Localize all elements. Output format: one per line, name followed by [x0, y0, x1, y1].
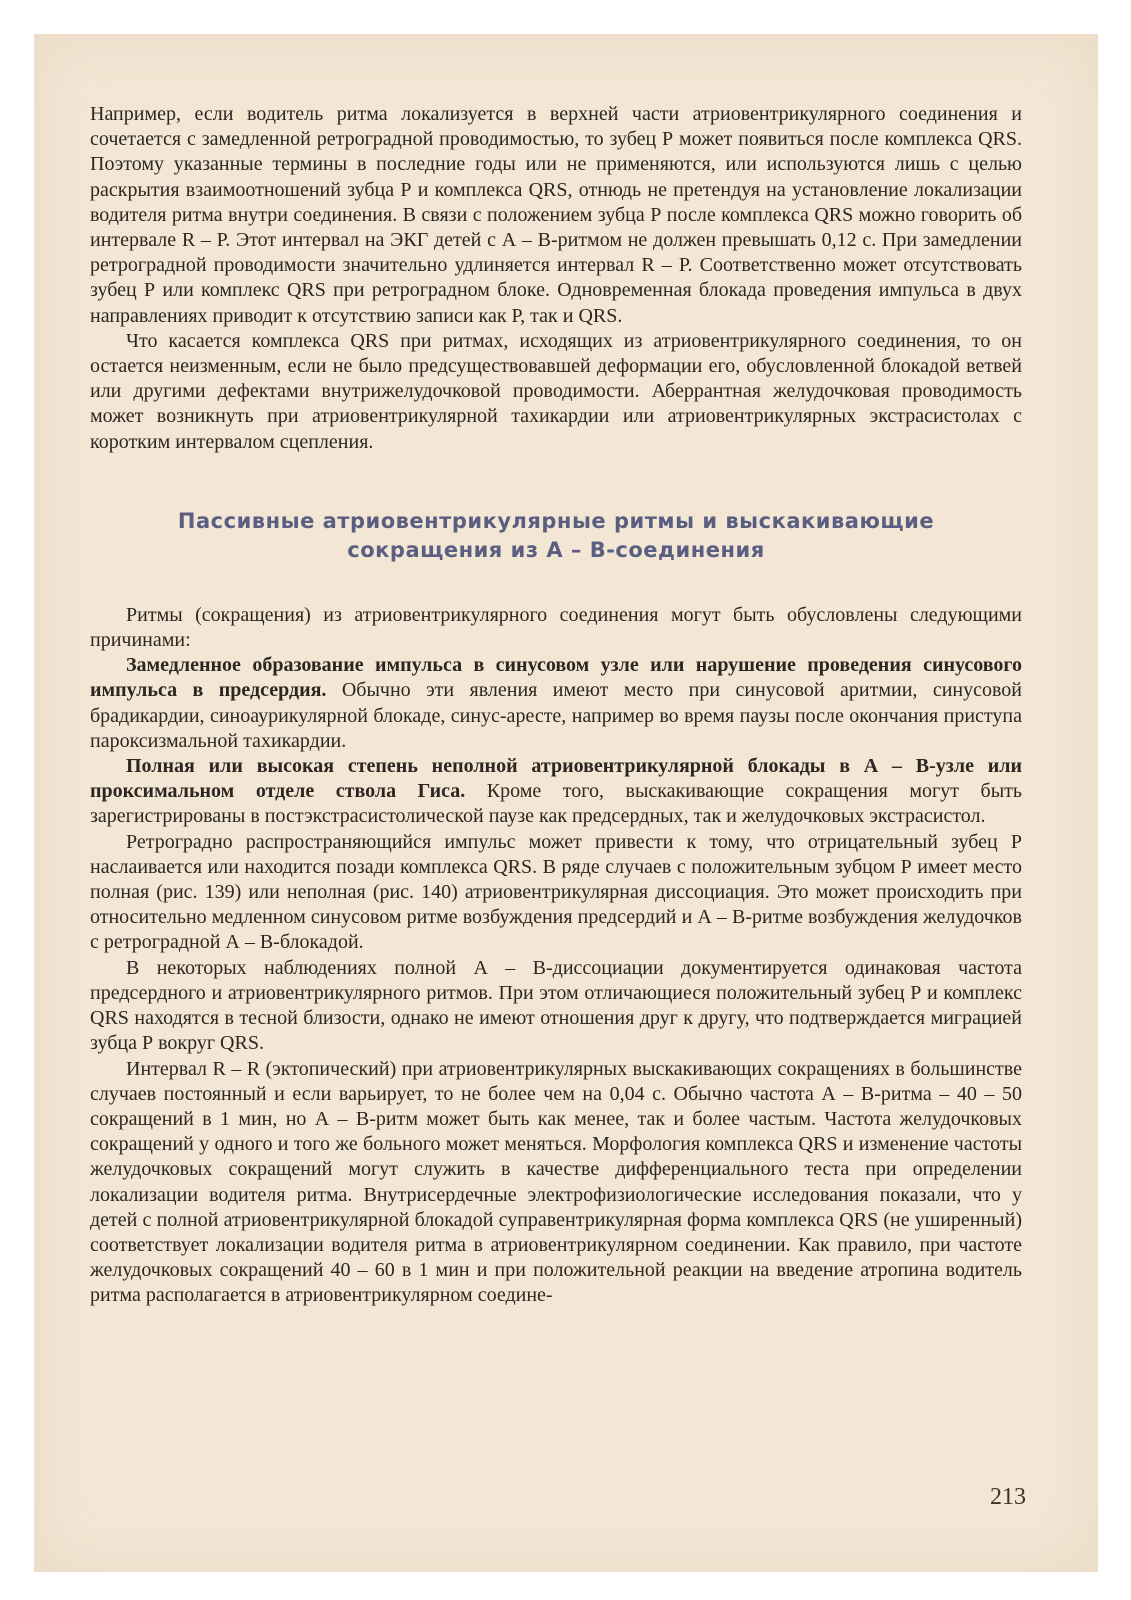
- paragraph-rr-interval: Интервал R – R (эктопический) при атриовентрикулярных выскакивающих сокращениях в большинстве случаев постоянный и если варьирует, то не более чем на 0,04 с. Обычно частота А – В-ритма – 40 – 50 сокращений в 1 мин, но А – В-ритм может быть как менее, так и более частым. Частота желудочковых сокращений у одного и того же больного может меняться. Морфология комплекса QRS и изменение частоты желудочковых сокращений могут служить в качестве дифференциального теста при определении локализации водителя ритма. Внутрисердечные электрофизиологические исследования показали, что у детей с полной атриовентрикулярной блокадой суправентрикулярная форма комплекса QRS (не уширенный) соответствует локализации водителя ритма в атриовентрикулярном соединении. Как правило, при частоте желудочковых сокращений 40 – 60 в 1 мин и при положительной реакции на введение атропина водитель ритма располагается в атриовентрикулярном соедине-: [90, 1057, 1022, 1307]
- paragraph-intro: Ритмы (сокращения) из атриовентрикулярного соединения могут быть обусловлены следующими причинами:: [90, 603, 1022, 652]
- paragraph-cause-2: [90, 754, 1022, 830]
- section-heading: [90, 507, 1022, 565]
- cause-2-text: Кроме того, выскакивающие сокращения могут быть зарегистрированы в постэкстрасистолической паузе как предсердных, так и желудочковых экстрасистол.: [90, 780, 1022, 828]
- paragraph-dissociation: В некоторых наблюдениях полной А – В-диссоциации документируется одинаковая частота предсердного и атриовентрикулярного ритмов. При этом отличающиеся положительный зубец Р и комплекс QRS находятся в тесной близости, однако не имеют отношения друг к другу, что подтверждается миграцией зубца Р вокруг QRS.: [90, 956, 1022, 1055]
- book-page: [34, 34, 1098, 1572]
- section-heading-line-2: сокращения из А – В-соединения: [347, 537, 765, 562]
- cause-1-bold: Замедленное образование импульса в синусовом узле или нарушение проведения синусового импульса в предсердия.: [90, 654, 1022, 702]
- cause-1-text: Обычно эти явления имеют место при синусовой аритмии, синусовой брадикардии, синоаурикулярной блокаде, синус-аресте, например во время паузы после окончания приступа пароксизмальной тахикардии.: [90, 679, 1022, 752]
- page-number: 213: [990, 1484, 1026, 1510]
- cause-2-bold: Полная или высокая степень неполной атриовентрикулярной блокады в А – В-узле или проксимальном отделе ствола Гиса.: [90, 755, 1022, 803]
- paragraph-retrograde-impulse: Ретроградно распространяющийся импульс может привести к тому, что отрицательный зубец Р наслаивается или находится позади комплекса QRS. В ряде случаев с положительным зубцом Р имеет место полная (рис. 139) или неполная (рис. 140) атриовентрикулярная диссоциация. Это может происходить при относительно медленном синусовом ритме возбуждения предсердий и А – В-ритме возбуждения желудочков с ретроградной А – В-блокадой.: [90, 830, 1022, 954]
- paragraph-rp-interval: Например, если водитель ритма локализуется в верхней части атриовентрикулярного соединения и сочетается с замедленной ретроградной проводимостью, то зубец Р может появиться после комплекса QRS. Поэтому указанные термины в последние годы или не применяются, или используются лишь с целью раскрытия взаимоотношений зубца Р и комплекса QRS, отнюдь не претендуя на установление локализации водителя ритма внутри соединения. В связи с положением зубца Р после комплекса QRS можно говорить об интервале R – Р. Этот интервал на ЭКГ детей с А – В-ритмом не должен превышать 0,12 с. При замедлении ретроградной проводимости значительно удлиняется интервал R – Р. Соответственно может отсутствовать зубец Р или комплекс QRS при ретроградном блоке. Одновременная блокада проведения импульса в двух направлениях приводит к отсутствию записи как Р, так и QRS.: [90, 103, 1023, 327]
- paragraph-cause-1: [90, 653, 1022, 754]
- section-heading-line-1: Пассивные атриовентрикулярные ритмы и выскакивающие: [177, 508, 935, 533]
- paragraph-qrs-complex: Что касается комплекса QRS при ритмах, исходящих из атриовентрикулярного соединения, то он остается неизменным, если не было предсуществовавшей деформации его, обусловленной блокадой ветвей или другими дефектами внутрижелудочковой проводимости. Аберрантная желудочковая проводимость может возникнуть при атриовентрикулярной тахикардии или атриовентрикулярных экстрасистолах с коротким интервалом сцепления.: [90, 329, 1022, 453]
- page-content: [90, 102, 1022, 1309]
